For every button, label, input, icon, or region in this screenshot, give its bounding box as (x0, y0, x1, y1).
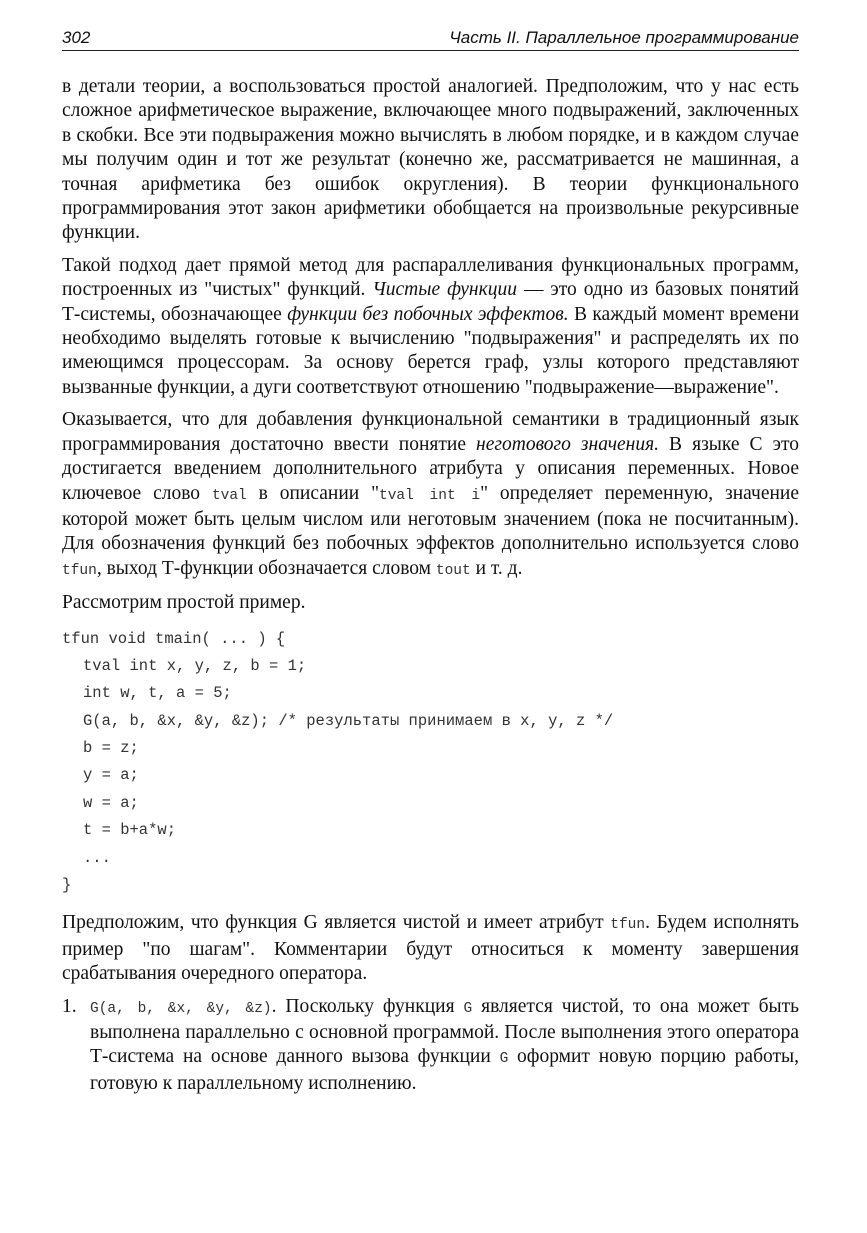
code-tval: tval (211, 487, 247, 504)
paragraph-2 (62, 254, 799, 400)
list-marker: 1. (62, 995, 77, 1017)
code-tout: tout (435, 562, 471, 579)
running-title: Часть II. Параллельное программирование (449, 28, 799, 47)
code-line: int w, t, a = 5; (83, 684, 232, 703)
paragraph-5 (62, 911, 799, 986)
code-line: y = a; (83, 766, 139, 785)
item-text: является чистой, то она может быть выполнена параллельно с основной программой. После выполнения этого оператора Т-система на основе данного вызова функции (90, 995, 800, 1068)
code-line: t = b+a*w; (83, 821, 177, 840)
p3-text: в описании " (246, 482, 380, 504)
item-text: . Поскольку функция (271, 995, 464, 1017)
code-g: G (463, 1000, 473, 1017)
body-text (62, 75, 799, 1096)
code-tval-int-i: tval int i (379, 487, 481, 504)
p2-text: — это одно из базовых понятий Т-системы, обозначающее (62, 279, 799, 325)
code-line: tval int x, y, z, b = 1; (83, 656, 307, 675)
code-tfun: tfun (62, 562, 97, 579)
p3-text: Оказывается, что для добавления функциональной семантики в традиционный язык программирования достаточно ввести понятие (62, 409, 799, 455)
code-line: tfun void tmain( ... ) { (62, 629, 286, 648)
book-page (62, 28, 799, 1096)
p5-text: Предположим, что функция G является чистой и имеет атрибут (62, 912, 611, 934)
paragraph-3 (62, 408, 799, 583)
code-line: G(a, b, &x, &y, &z); /* результаты принимаем в x, y, z */ (83, 711, 614, 730)
code-g: G (499, 1051, 509, 1068)
p3-text: " определяет переменную, значение которой может быть целым числом или неготовым значением (пока не посчитанным). Для обозначения функций без побочных эффектов дополнительно используется слово (62, 482, 799, 555)
steps-list (62, 995, 799, 1097)
p3-text: , выход Т-функции обозначается словом (96, 557, 436, 579)
item-text: оформит новую порцию работы, готовую к параллельному исполнению. (90, 1046, 799, 1094)
code-tfun: tfun (610, 917, 646, 934)
code-line: w = a; (83, 793, 139, 812)
p2-text: В каждый момент времени необходимо выделять готовые к вычислению "подвыражения" и распределять их по имеющимся процессорам. За основу берется граф, узлы которого представляют вызванные функции, а дуги соответствуют отношению "подвыражение—выражение". (62, 303, 800, 398)
term-no-side-effects: функции без побочных эффектов. (287, 303, 569, 325)
term-pure-functions: Чистые функции (372, 279, 517, 301)
term-unready-value: неготового значения. (476, 433, 660, 455)
p3-text: и т. д. (470, 557, 523, 579)
code-line: } (62, 876, 72, 895)
page-number: 302 (62, 28, 91, 47)
code-line: b = z; (83, 739, 139, 758)
p5-text: . Будем исполнять пример "по шагам". Комментарии будут относиться к моменту завершения срабатывания очередного оператора. (62, 912, 799, 985)
paragraph-1: в детали теории, а воспользоваться простой аналогией. Предположим, что у нас есть сложное арифметическое выражение, включающее много подвыражений, заключенных в скобки. Все эти подвыражения можно вычислять в любом порядке, и в каждом случае мы получим один и тот же результат (конечно же, рассматривается не машинная, а точная арифметика без ошибок округления). В теории функционального программирования этот закон арифметики обобщается на произвольные рекурсивные функции. (62, 76, 799, 244)
code-line: ... (83, 848, 111, 867)
paragraph-4: Рассмотрим простой пример. (62, 592, 306, 614)
code-listing (62, 626, 799, 900)
code-call-g: G(a, b, &x, &y, &z) (90, 1000, 272, 1017)
p2-text: Такой подход дает прямой метод для распараллеливания функциональных программ, построенных из "чистых" функций. (62, 254, 799, 301)
page-header (62, 28, 799, 51)
list-item (62, 995, 799, 1097)
p3-text: В языке С это достигается введением дополнительного атрибута у описания переменных. Новое ключевое слово (62, 433, 799, 504)
